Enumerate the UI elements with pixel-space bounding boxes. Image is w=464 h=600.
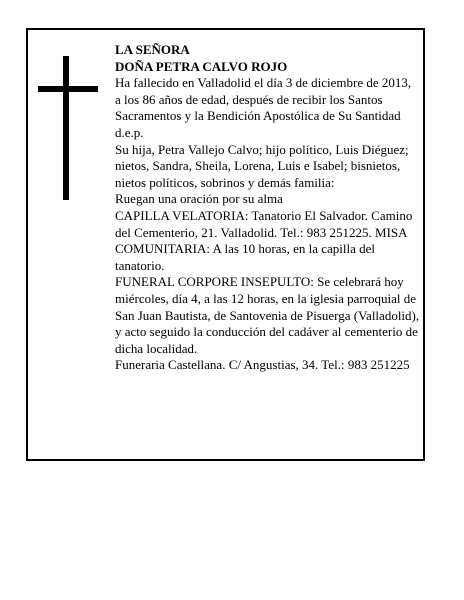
cross-icon <box>38 56 98 200</box>
notice-text <box>115 42 420 374</box>
funeral-home-info: Funeraria Castellana. C/ Angustias, 34. Tel.: 983 251225 <box>115 357 410 373</box>
family-list: Su hija, Petra Vallejo Calvo; hijo político, Luis Diéguez; nietos, Sandra, Sheila, Lorena, Luis e Isabel; bisnietos, nietos políticos, sobrinos y demás familia: <box>115 141 409 190</box>
prayer-request: Ruegan una oración por su alma <box>115 191 283 207</box>
funeral-info: FUNERAL CORPORE INSEPULTO: Se celebrará hoy miércoles, día 4, a las 12 horas, en la iglesia parroquial de San Juan Bautista, de Santovenia de Pisuerga (Valladolid), y acto seguido la conducción del cadáver al cementerio de dicha localidad. <box>115 274 420 356</box>
notice-title-line1: LA SEÑORA <box>115 42 190 57</box>
notice-deceased-name: DOÑA PETRA CALVO ROJO <box>115 58 288 74</box>
death-statement: Ha fallecido en Valladolid el día 3 de diciembre de 2013, a los 86 años de edad, después de recibir los Santos Sacramentos y la Bendición Apostólica de Su Santidad <box>115 75 412 124</box>
rip-text: d.e.p. <box>115 124 144 140</box>
cross-vertical-bar <box>63 56 69 200</box>
obituary-notice <box>26 28 425 461</box>
cross-horizontal-bar <box>38 86 98 92</box>
wake-info: CAPILLA VELATORIA: Tanatorio El Salvador. Camino del Cementerio, 21. Valladolid. Tel.: 983 251225. MISA COMUNITARIA: A las 10 horas, en la capilla del tanatorio. <box>115 207 413 273</box>
